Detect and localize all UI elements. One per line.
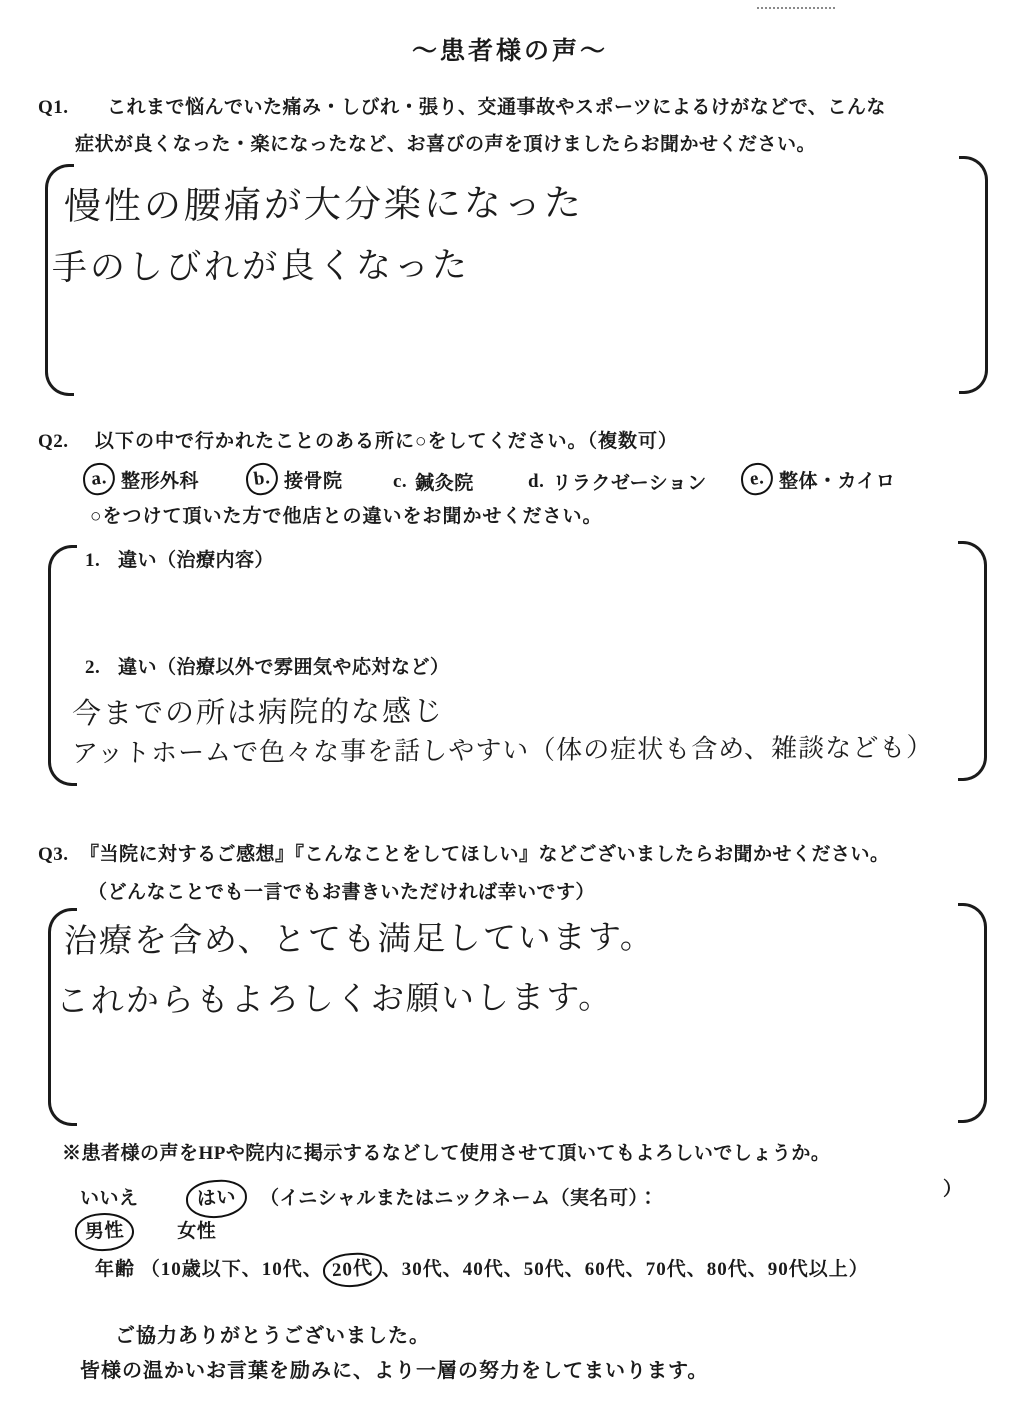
age-options-prefix: （10歳以下、10代、 — [140, 1259, 323, 1280]
q2-option-d — [528, 468, 707, 495]
consent-close-paren: ） — [943, 1179, 963, 1200]
q2-diff1-number: 1. — [85, 550, 101, 571]
q2-option-a-key: a. — [90, 467, 108, 490]
q2-question: 以下の中で行かれたことのある所に○をしてください。（複数可） — [95, 431, 678, 452]
consent-nickname-label: （イニシャルまたはニックネーム（実名可）： — [260, 1188, 658, 1209]
q2-option-b — [246, 463, 343, 495]
q2-option-a — [83, 463, 199, 495]
handwritten-circle-option-a — [81, 461, 117, 497]
q2-option-e-label: 整体・カイロ — [779, 470, 896, 492]
q2-option-d-label: リラクゼーション — [552, 473, 707, 494]
gender-row — [75, 1213, 216, 1251]
q1-answer-bracket-right — [959, 156, 988, 394]
page-title: ～患者様の声～ — [411, 38, 608, 65]
age-row — [95, 1253, 869, 1287]
gender-male-label: 男性 — [84, 1219, 125, 1244]
q3-handwritten-answer-line1: 治療を含め、とても満足しています。 — [63, 916, 656, 961]
handwritten-circle-age-20s — [322, 1251, 383, 1288]
handwritten-circle-male — [74, 1211, 135, 1252]
q3-note: （どんなことでも一言でもお書きいただければ幸いです） — [88, 882, 596, 903]
q3-handwritten-answer-line2: これからもよろしくお願いします。 — [55, 977, 614, 1020]
q2-diff1-label: 違い（治療内容） — [118, 550, 275, 571]
q1-question-line2: 症状が良くなった・楽になったなど、お喜びの声を頂けましたらお聞かせください。 — [75, 134, 817, 155]
footer-message-line: 皆様の温かいお言葉を励みに、より一層の努力をしてまいります。 — [80, 1360, 709, 1382]
q2-option-d-key: d. — [528, 470, 545, 492]
q1-handwritten-answer-line1: 慢性の腰痛が大分楽になった — [63, 181, 585, 228]
gender-female-label: 女性 — [177, 1221, 217, 1242]
q2-option-b-label: 接骨院 — [284, 470, 343, 492]
q2-diff2-label: 違い（治療以外で雰囲気や応対など） — [118, 657, 450, 678]
footer-thanks-line: ご協力ありがとうございました。 — [115, 1325, 430, 1347]
q1-handwritten-answer-line2: 手のしびれが良くなった — [51, 245, 471, 289]
q2-followup: ○をつけて頂いた方で他店との違いをお聞かせください。 — [90, 506, 603, 527]
q2-option-b-key: b. — [252, 467, 272, 490]
q2-handwritten-answer-line2: アットホームで色々な事を話しやすい（体の症状も含め、雑談なども） — [71, 732, 934, 770]
age-circled-option: 20代 — [331, 1257, 374, 1282]
consent-question: ※患者様の声をHPや院内に掲示するなどして使用させて頂いてもよろしいでしょうか。 — [62, 1143, 831, 1164]
age-options-suffix: 、30代、40代、50代、60代、70代、80代、90代以上） — [381, 1259, 869, 1280]
handwritten-circle-option-b — [244, 461, 280, 497]
q2-answer-bracket-right — [958, 541, 987, 781]
consent-no-label: いいえ — [80, 1188, 139, 1209]
q2-handwritten-answer-line1: 今までの所は病院的な感じ — [71, 693, 445, 731]
q2-option-c — [393, 468, 474, 495]
q3-label: Q3. — [38, 844, 69, 865]
q1-label: Q1. — [38, 97, 69, 118]
q3-answer-bracket-right — [958, 903, 987, 1123]
q3-question: 『当院に対するご感想』『こんなことをしてほしい』などございましたらお聞かせください。 — [80, 844, 890, 865]
q2-option-e-key: e. — [748, 467, 766, 490]
q2-diff2-number: 2. — [85, 657, 101, 678]
consent-yes-label: はい — [196, 1186, 237, 1211]
q2-option-c-label: 鍼灸院 — [415, 473, 474, 494]
q2-label: Q2. — [38, 431, 69, 452]
q2-option-a-label: 整形外科 — [121, 470, 200, 492]
q2-option-c-key: c. — [393, 470, 408, 492]
q2-option-e — [741, 463, 895, 495]
q1-question-line1: これまで悩んでいた痛み・しびれ・張り、交通事故やスポーツによるけがなどで、こんな — [107, 97, 886, 118]
scan-artifact-mark — [757, 7, 835, 9]
age-label: 年齢 — [95, 1259, 136, 1280]
handwritten-circle-option-e — [739, 461, 775, 497]
